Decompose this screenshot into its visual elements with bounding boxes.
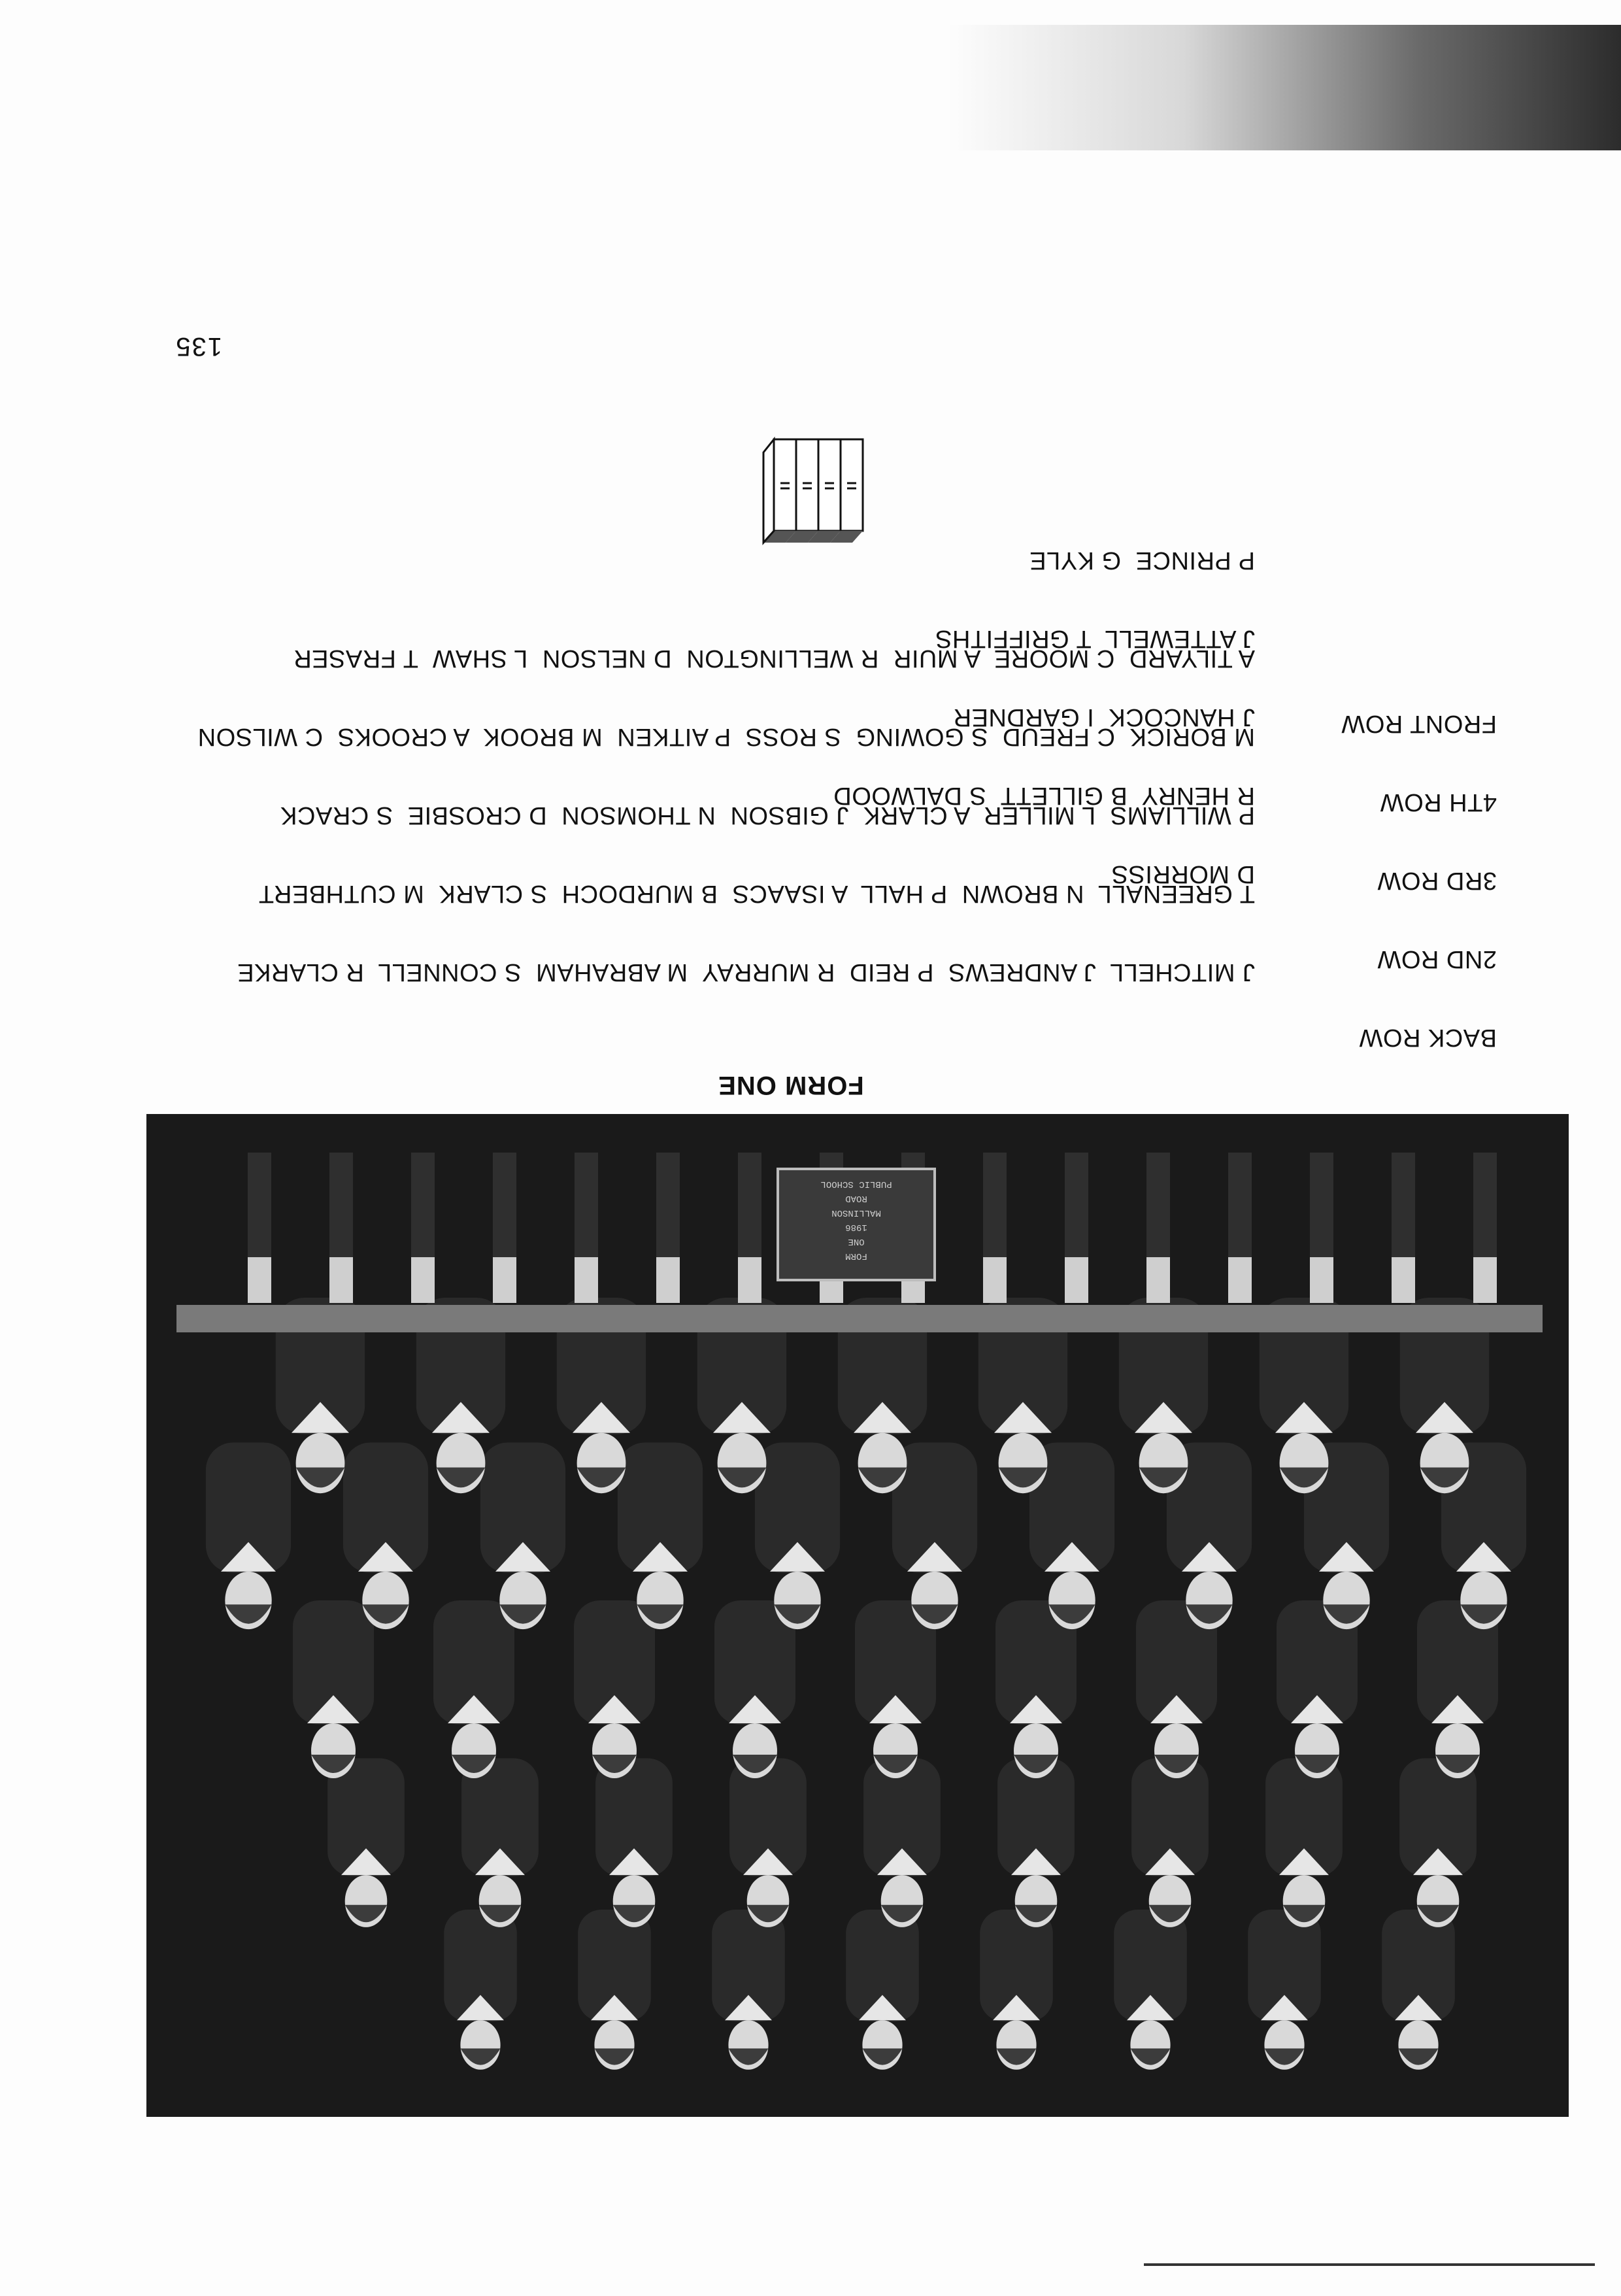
name-board <box>778 1169 935 1280</box>
names-line: J MITCHELL J ANDREWS P REID R MURRAY M ABRAHAM S CONNELL R CLARKE <box>237 958 1255 986</box>
row-label: 3RD ROW <box>1377 867 1497 894</box>
row-label: FRONT ROW <box>1341 710 1497 737</box>
board-line: ONE <box>848 1236 865 1247</box>
photo-drawing <box>146 1114 1569 2117</box>
student-knee <box>329 1257 353 1303</box>
names-line: P WILLIAMS L MILLER A CLARK J GIBSON N THOMSON D CROSBIE S CRACK <box>280 802 1255 829</box>
names-line: M BORICK C FREUD S GOWING S ROSS P AITKEN M BROOK A CROOKS C WILSON <box>197 723 1255 751</box>
form-title: FORM ONE <box>718 1071 864 1100</box>
names-line: P PRINCE G KYLE <box>1029 547 1255 574</box>
names-line: A TILYARD C MOORE A MUIR R WELLINGTON D NELSON L SHAW T FRASER <box>293 645 1255 672</box>
student-knee <box>1228 1257 1252 1303</box>
names-line: J HANCOCK I GARDNER <box>953 703 1255 731</box>
student-knee <box>411 1257 435 1303</box>
board-line: ROAD <box>845 1193 867 1204</box>
row-label: 4TH ROW <box>1380 788 1497 816</box>
class-group-photo <box>146 1114 1569 2117</box>
board-line: FORM <box>845 1251 867 1261</box>
names-line: R HENRY B GILLETT S DALWOOD <box>833 782 1255 809</box>
scan-shadow <box>948 25 1621 150</box>
student-knee <box>493 1257 516 1303</box>
student-knee <box>575 1257 598 1303</box>
book-spines-icon <box>745 420 876 550</box>
student-knee <box>248 1257 271 1303</box>
names-line: J ATTEWELL T GRIFFITHS <box>935 625 1255 652</box>
student-knee <box>1065 1257 1088 1303</box>
student-knee <box>656 1257 680 1303</box>
page-number: 135 <box>175 332 222 361</box>
student-knee <box>1392 1257 1415 1303</box>
student-knee <box>738 1257 761 1303</box>
names-line: D MORRISS <box>1111 860 1255 888</box>
board-line: MALLINSON <box>831 1207 881 1218</box>
student-knee <box>983 1257 1007 1303</box>
front-bench <box>176 1305 1543 1332</box>
row-label: BACK ROW <box>1359 1024 1497 1051</box>
student-knee <box>1473 1257 1497 1303</box>
student-knee <box>1310 1257 1333 1303</box>
names-line: T GREENALL N BROWN P HALL A ISAACS B MURDOCH S CLARK M CUTHBERT <box>258 880 1255 907</box>
row-label: 2ND ROW <box>1377 945 1497 973</box>
board-line: 1986 <box>845 1222 867 1232</box>
board-line: PUBLIC SCHOOL <box>820 1179 892 1189</box>
student-knee <box>1146 1257 1170 1303</box>
page-rule <box>1144 2263 1595 2266</box>
